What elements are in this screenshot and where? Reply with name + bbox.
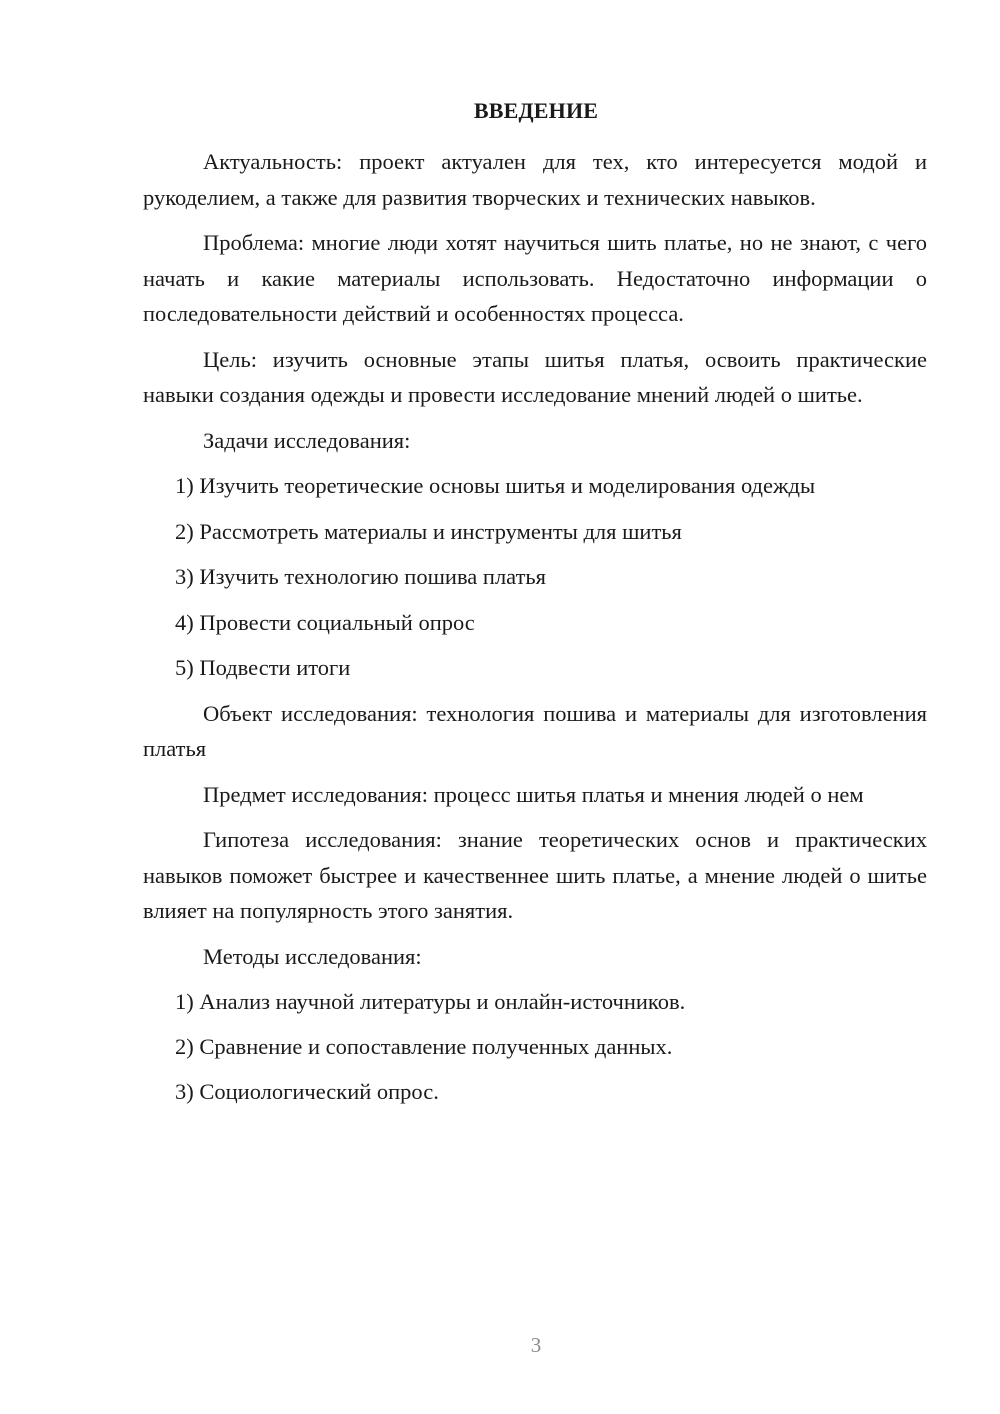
methods-title: Методы исследования: [203, 943, 422, 969]
object-paragraph: Объект исследования: технология пошива и материалы для изготовления платья [143, 700, 927, 761]
page-number: 3 [530, 1333, 542, 1357]
list-item: 2) Сравнение и сопоставление полученных данных. [175, 1034, 673, 1059]
list-item: 1) Изучить теоретические основы шитья и моделирования одежды [175, 473, 816, 498]
tasks-list [143, 468, 927, 686]
list-item: 1) Анализ научной литературы и онлайн-источников. [175, 989, 686, 1014]
hypothesis-paragraph: Гипотеза исследования: знание теоретических основ и практических навыков поможет быстрее и качественнее шить платье, а мнение людей о шитье влияет на популярность этого занятия. [143, 827, 927, 923]
list-item: 2) Рассмотреть материалы и инструменты для шитья [175, 518, 682, 544]
tasks-title: Задачи исследования: [203, 427, 411, 453]
page-heading: ВВЕДЕНИЕ [473, 98, 599, 123]
relevance-paragraph: Актуальность: проект актуален для тех, кто интересуется модой и рукоделием, а также для развития творческих и технических навыков. [143, 149, 927, 210]
list-item: 5) Подвести итоги [175, 655, 351, 680]
subject-paragraph: Предмет исследования: процесс шитья платья и мнения людей о нем [203, 781, 864, 807]
list-item: 4) Провести социальный опрос [175, 609, 475, 635]
body-text [143, 144, 927, 1119]
list-item: 3) Изучить технологию пошива платья [175, 564, 547, 589]
methods-list [143, 984, 927, 1110]
problem-paragraph: Проблема: многие люди хотят научиться шить платье, но не знают, с чего начать и какие материалы использовать. Недостаточно информации о последовательности действий и особенностях процесса. [143, 230, 927, 326]
goal-paragraph: Цель: изучить основные этапы шитья платья, освоить практические навыки создания одежды и провести исследование мнений людей о шитье. [143, 346, 927, 407]
list-item: 3) Социологический опрос. [175, 1079, 439, 1104]
